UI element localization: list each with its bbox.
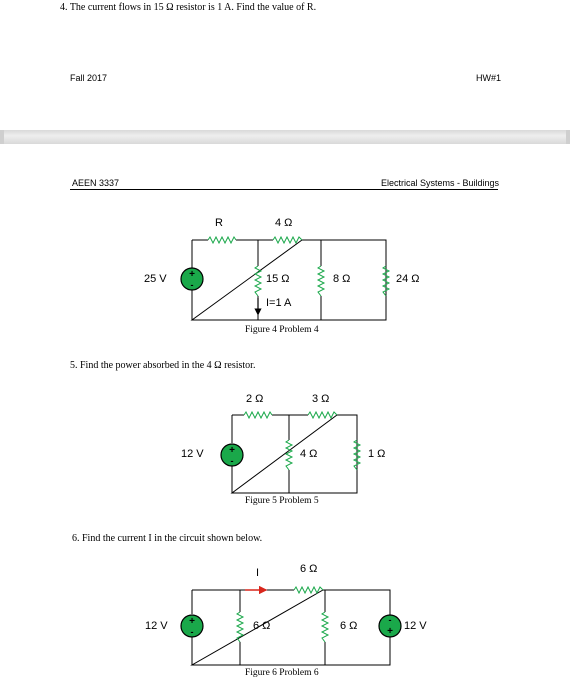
svg-text:+: + [189,616,195,627]
fig5-caption: Figure 5 Problem 5 [245,496,319,506]
voltage-source-12v-right [379,615,401,637]
fig6-source-right-label: 12 V [404,620,427,632]
resistor-4ohm-fig5 [286,440,292,470]
svg-text:-: - [230,456,234,466]
question-6: 6. Find the current I in the circuit shown below. [72,533,263,544]
header-right: Electrical Systems - Buildings [381,178,500,188]
svg-text:+: + [229,445,235,456]
footer-left: Fall 2017 [70,73,108,83]
svg-text:-: - [190,280,194,290]
fig5-source-label: 12 V [181,448,204,460]
fig5-1ohm-label: 1 Ω [368,448,386,460]
resistor-2ohm [244,412,272,418]
voltage-source-12v-left [181,615,203,637]
svg-text:+: + [189,269,195,280]
fig4-current-label: I=1 A [266,297,292,309]
fig6-caption: Figure 6 Problem 6 [245,668,319,678]
svg-text:+: + [387,626,393,637]
resistor-6ohm-mid2 [322,612,328,642]
resistor-8ohm [318,266,324,296]
fig5-3ohm-label: 3 Ω [312,393,330,405]
resistor-15ohm [255,266,261,296]
header-left: AEEN 3337 [72,178,120,188]
svg-text:-: - [190,627,194,637]
fig4-15ohm-label: 15 Ω [266,273,290,285]
fig5-4ohm-label: 4 Ω [300,448,318,460]
figure-6 [192,587,390,665]
resistor-4ohm [273,237,302,243]
question-5: 5. Find the power absorbed in the 4 Ω resistor. [70,360,256,371]
fig4-r-label: R [215,217,223,229]
svg-text:-: - [388,615,392,625]
fig6-source-left-label: 12 V [145,620,168,632]
fig6-6ohm-top-label: 6 Ω [300,563,318,575]
resistor-r [208,237,236,243]
figure-5 [232,412,360,493]
voltage-source-25v [181,268,203,290]
fig4-24ohm-label: 24 Ω [396,273,420,285]
fig6-6ohm-mid1-label: 6 Ω [253,620,271,632]
fig6-current-label: I [256,567,260,579]
fig4-4ohm-label: 4 Ω [275,217,293,229]
fig6-6ohm-mid2-label: 6 Ω [340,620,358,632]
resistor-3ohm [308,412,337,418]
question-4: 4. The current flows in 15 Ω resistor is 1 A. Find the value of R. [60,2,317,13]
fig4-caption: Figure 4 Problem 4 [245,325,319,335]
fig4-8ohm-label: 8 Ω [333,273,351,285]
fig4-source-label: 25 V [144,273,167,285]
voltage-source-12v-fig5 [221,444,243,466]
footer-right: HW#1 [476,73,502,83]
fig5-2ohm-label: 2 Ω [246,393,264,405]
